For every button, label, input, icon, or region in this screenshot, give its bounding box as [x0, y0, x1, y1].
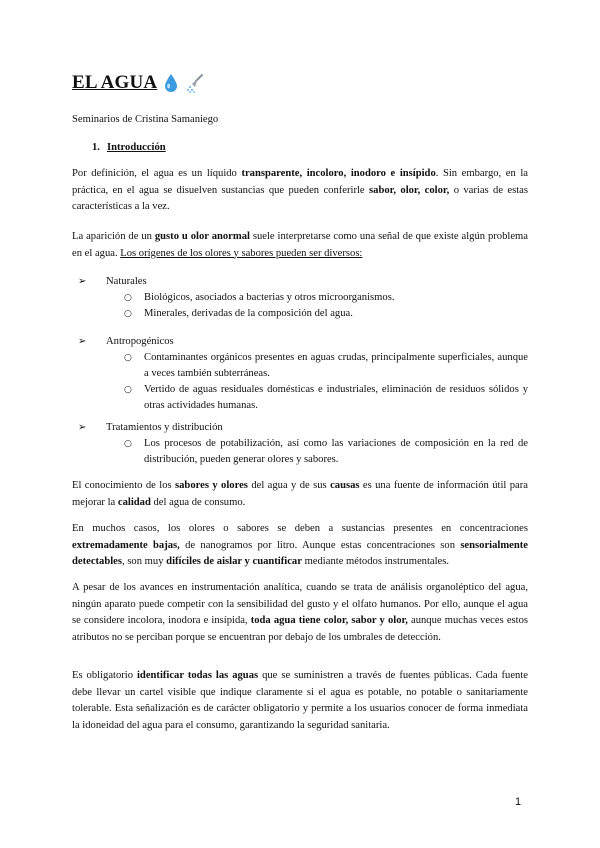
- arrow-bullet-icon: ➢: [78, 422, 87, 433]
- list-item: [78, 290, 528, 306]
- text-run: que se suministren a través de fuentes públicas. Cada fuente debe llevar un cartel visible que indique claramente si el agua es potable, no potable o sanitariamente tolerable. Esta señalización es de carácter obligatorio y permite a los usuarios conocer de forma inmediata la idoneidad del agua para el consumo, garantizando la seguridad sanitaria.: [72, 670, 528, 731]
- section-heading: [92, 142, 166, 153]
- list-group-tratamientos: [78, 420, 528, 468]
- paragraph-concentrations: [72, 521, 528, 571]
- text-run: Por definición, el agua es un líquido: [72, 168, 242, 179]
- text-run: A pesar de los avances en instrumentación analítica, cuando se trata de análisis organoléptico del agua, ningún aparato puede competir con la sensibilidad del gusto y el olfato humanos. Por ello, aunque el agua se considere incolora, inodora e insípida,: [72, 582, 528, 626]
- document-title: [72, 72, 205, 94]
- list-group-label: Antropogénicos: [106, 336, 174, 347]
- list-group-label: Naturales: [106, 276, 147, 287]
- paragraph-knowledge: [72, 478, 528, 511]
- text-run: . Sin embargo, en la práctica, en el agua se disuelven sustancias que pueden conferirle: [72, 168, 529, 196]
- section-number: 1.: [92, 142, 100, 153]
- text-bold: sabores y olores: [175, 480, 248, 491]
- list-item: [78, 350, 528, 382]
- circle-bullet-icon: ○: [124, 385, 132, 395]
- text-bold: gusto u olor anormal: [154, 231, 250, 242]
- circle-bullet-icon: ○: [124, 439, 132, 449]
- text-run: del agua de consumo.: [150, 496, 246, 508]
- droplet-icon: [163, 73, 179, 93]
- author-line: Seminarios de Cristina Samaniego: [72, 114, 219, 125]
- paragraph-definition: [72, 166, 528, 216]
- list-item-text: Los procesos de potabilización, así como las variaciones de composición en la red de distribución, pueden generar olores y sabores.: [144, 438, 528, 465]
- list-item-text: Vertido de aguas residuales domésticas e industriales, eliminación de residuos sólidos y otras actividades humanas.: [144, 384, 528, 411]
- circle-bullet-icon: ○: [124, 353, 132, 363]
- text-bold: difíciles de aislar y cuantificar: [166, 556, 302, 567]
- list-group-label: Tratamientos y distribución: [106, 422, 223, 433]
- text-bold: transparente, incoloro, inodoro e insípido: [241, 168, 436, 179]
- list-item: [78, 306, 528, 322]
- text-run: es una fuente de información útil para mejorar la: [72, 480, 528, 508]
- text-bold: extremadamente bajas,: [72, 539, 180, 551]
- text-run: suele interpretarse como una señal de que existe algún problema en el agua.: [72, 231, 528, 259]
- paragraph-signage: [72, 668, 528, 734]
- text-bold: identificar todas las aguas: [136, 670, 259, 681]
- list-item: [78, 382, 528, 414]
- text-bold: sabor, olor, color,: [369, 184, 450, 196]
- paragraph-anomaly: [72, 229, 528, 262]
- list-group-antropogenicos: [78, 334, 528, 414]
- section-title: Introducción: [107, 142, 166, 153]
- circle-bullet-icon: ○: [124, 309, 132, 319]
- text-run: El conocimiento de los: [72, 480, 176, 491]
- list-item-text: Contaminantes orgánicos presentes en aguas crudas, principalmente superficiales, aunque a veces también subterráneas.: [144, 352, 528, 379]
- text-run: La aparición de un: [72, 231, 155, 242]
- text-run: del agua y de sus: [247, 480, 331, 491]
- text-run: aunque muchas veces estos atributos no se perciban porque se encuentran por debajo de los umbrales de detección.: [72, 615, 529, 643]
- list-item-text: Minerales, derivadas de la composición del agua.: [144, 308, 353, 319]
- text-bold: causas: [330, 480, 360, 491]
- text-run: Es obligatorio: [72, 670, 137, 681]
- list-item: [78, 436, 528, 468]
- text-bold: toda agua tiene color, sabor y olor,: [250, 615, 408, 626]
- shower-icon: [185, 73, 205, 93]
- text-underlined: Los orígenes de los olores y sabores pueden ser diversos:: [120, 247, 363, 259]
- list-item-text: Biológicos, asociados a bacterias y otros microorganismos.: [144, 292, 395, 303]
- text-run: , son muy: [122, 556, 167, 567]
- circle-bullet-icon: ○: [124, 293, 132, 303]
- list-group-naturales: [78, 274, 528, 322]
- page-number: 1: [515, 796, 522, 808]
- text-run: En muchos casos, los olores o sabores se deben a sustancias presentes en concentraciones: [72, 523, 528, 534]
- arrow-bullet-icon: ➢: [78, 336, 87, 347]
- text-bold: sensorialmente detectables: [72, 539, 528, 567]
- arrow-bullet-icon: ➢: [78, 276, 87, 287]
- paragraph-instrumentation: [72, 580, 528, 646]
- title-text: EL AGUA: [72, 72, 158, 93]
- text-run: o varias de estas características a la vez.: [72, 184, 529, 212]
- text-bold: calidad: [117, 496, 151, 508]
- text-run: de nanogramos por litro. Aunque estas concentraciones son: [179, 539, 461, 551]
- text-run: mediante métodos instrumentales.: [301, 556, 450, 567]
